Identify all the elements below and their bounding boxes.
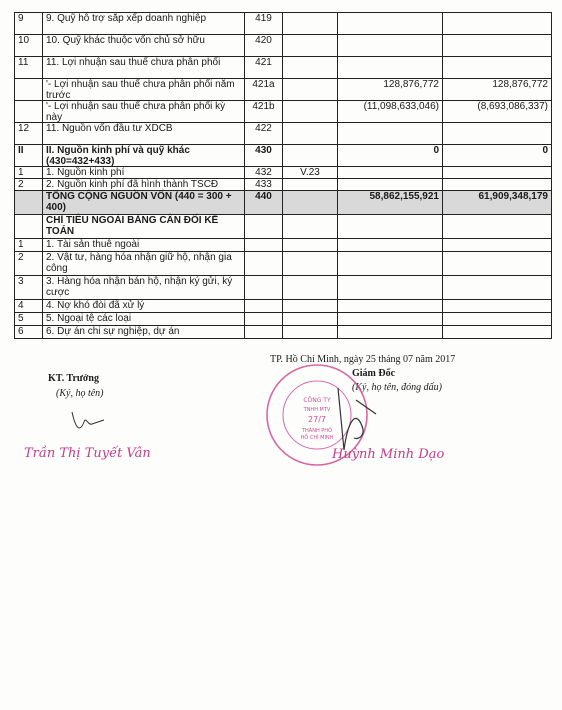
current-value-cell (338, 35, 443, 57)
row-number-cell: 9 (15, 13, 43, 35)
svg-text:CÔNG TY: CÔNG TY (303, 397, 331, 404)
current-value-cell (338, 300, 443, 313)
row-code-cell: 421 (245, 57, 283, 79)
svg-text:27/7: 27/7 (308, 415, 326, 424)
row-number-cell: 4 (15, 300, 43, 313)
row-number-cell (15, 101, 43, 123)
previous-value-cell (443, 252, 552, 276)
previous-value-cell (443, 276, 552, 300)
left-signature-scribble (70, 404, 110, 436)
row-note-cell (283, 326, 338, 339)
previous-value-cell (443, 35, 552, 57)
row-note-cell (283, 145, 338, 167)
row-label-cell: 2. Vật tư, hàng hóa nhận giữ hộ, nhận gia công (43, 252, 245, 276)
table-row (15, 57, 552, 79)
current-value-cell (338, 276, 443, 300)
row-number-cell: II (15, 145, 43, 167)
current-value-cell (338, 13, 443, 35)
place-date: TP. Hồ Chí Minh, ngày 25 tháng 07 năm 2017 (270, 354, 456, 365)
row-note-cell (283, 300, 338, 313)
previous-value-cell (443, 215, 552, 239)
row-label-cell: 11. Nguồn vốn đầu tư XDCB (43, 123, 245, 145)
previous-value-cell (443, 326, 552, 339)
row-label-cell: 11. Lợi nhuận sau thuế chưa phân phối (43, 57, 245, 79)
row-note-cell (283, 215, 338, 239)
row-note-cell (283, 179, 338, 191)
row-note-cell (283, 123, 338, 145)
row-label-cell: 4. Nợ khó đòi đã xử lý (43, 300, 245, 313)
table-row (15, 239, 552, 252)
director-subtitle: (Ký, họ tên, đóng dấu) (352, 382, 442, 393)
row-number-cell: 2 (15, 179, 43, 191)
row-label-cell: II. Nguồn kinh phí và quỹ khác (430=432+433) (43, 145, 245, 167)
previous-value-cell (443, 13, 552, 35)
row-note-cell (283, 13, 338, 35)
row-label-cell: '- Lợi nhuận sau thuế chưa phân phối năm trước (43, 79, 245, 101)
row-code-cell: 433 (245, 179, 283, 191)
table-row (15, 215, 552, 239)
row-note-cell (283, 101, 338, 123)
row-number-cell: 3 (15, 276, 43, 300)
row-code-cell: 422 (245, 123, 283, 145)
previous-value-cell: (8,693,086,337) (443, 101, 552, 123)
row-code-cell (245, 252, 283, 276)
row-label-cell: 6. Dự án chi sự nghiệp, dự án (43, 326, 245, 339)
table-row (15, 252, 552, 276)
row-code-cell (245, 313, 283, 326)
row-label-cell: TỔNG CỘNG NGUỒN VỐN (440 = 300 + 400) (43, 191, 245, 215)
row-code-cell: 420 (245, 35, 283, 57)
row-code-cell: 440 (245, 191, 283, 215)
chief-accountant-subtitle: (Ký, họ tên) (56, 388, 104, 399)
chief-accountant-name: Trần Thị Tuyết Vân (24, 446, 151, 461)
director-name: Huỳnh Minh Dạo (332, 447, 445, 462)
row-code-cell: 432 (245, 167, 283, 179)
row-note-cell: V.23 (283, 167, 338, 179)
row-note-cell (283, 276, 338, 300)
current-value-cell: (11,098,633,046) (338, 101, 443, 123)
current-value-cell (338, 57, 443, 79)
table-row (15, 35, 552, 57)
current-value-cell (338, 326, 443, 339)
director-title: Giám Đốc (352, 368, 396, 379)
current-value-cell (338, 313, 443, 326)
current-value-cell (338, 167, 443, 179)
row-number-cell: 1 (15, 239, 43, 252)
row-code-cell (245, 276, 283, 300)
balance-sheet-table (14, 12, 552, 339)
table-row (15, 313, 552, 326)
row-number-cell: 10 (15, 35, 43, 57)
row-code-cell: 421b (245, 101, 283, 123)
row-label-cell: CHỈ TIÊU NGOÀI BẢNG CÂN ĐỐI KẾ TOÁN (43, 215, 245, 239)
previous-value-cell (443, 313, 552, 326)
row-note-cell (283, 239, 338, 252)
current-value-cell (338, 123, 443, 145)
table-row (15, 79, 552, 101)
previous-value-cell (443, 167, 552, 179)
row-label-cell: 3. Hàng hóa nhận bán hộ, nhận ký gửi, ký cược (43, 276, 245, 300)
svg-text:THÀNH PHỐ: THÀNH PHỐ (301, 428, 333, 434)
row-code-cell (245, 326, 283, 339)
row-note-cell (283, 35, 338, 57)
row-number-cell (15, 191, 43, 215)
row-label-cell: 5. Ngoại tệ các loại (43, 313, 245, 326)
row-label-cell: 9. Quỹ hỗ trợ sắp xếp doanh nghiệp (43, 13, 245, 35)
previous-value-cell: 61,909,348,179 (443, 191, 552, 215)
table-row (15, 179, 552, 191)
current-value-cell (338, 215, 443, 239)
row-code-cell (245, 215, 283, 239)
previous-value-cell (443, 239, 552, 252)
row-note-cell (283, 313, 338, 326)
row-code-cell: 419 (245, 13, 283, 35)
previous-value-cell (443, 179, 552, 191)
row-code-cell: 421a (245, 79, 283, 101)
previous-value-cell: 0 (443, 145, 552, 167)
row-label-cell: '- Lợi nhuận sau thuế chưa phân phối kỳ này (43, 101, 245, 123)
previous-value-cell: 128,876,772 (443, 79, 552, 101)
row-number-cell (15, 79, 43, 101)
table-row (15, 101, 552, 123)
current-value-cell (338, 179, 443, 191)
row-number-cell: 5 (15, 313, 43, 326)
row-number-cell: 11 (15, 57, 43, 79)
previous-value-cell (443, 57, 552, 79)
row-number-cell: 1 (15, 167, 43, 179)
table-row (15, 300, 552, 313)
table-row (15, 326, 552, 339)
table-row (15, 167, 552, 179)
row-note-cell (283, 252, 338, 276)
current-value-cell (338, 252, 443, 276)
previous-value-cell (443, 123, 552, 145)
row-number-cell (15, 215, 43, 239)
current-value-cell: 58,862,155,921 (338, 191, 443, 215)
current-value-cell: 0 (338, 145, 443, 167)
svg-text:TNHH MTV: TNHH MTV (303, 407, 331, 413)
svg-text:HỒ CHÍ MINH: HỒ CHÍ MINH (300, 435, 334, 441)
row-label-cell: 2. Nguồn kinh phí đã hình thành TSCĐ (43, 179, 245, 191)
row-label-cell: 1. Tài sản thuê ngoài (43, 239, 245, 252)
row-number-cell: 2 (15, 252, 43, 276)
current-value-cell: 128,876,772 (338, 79, 443, 101)
table-row (15, 123, 552, 145)
table-row (15, 13, 552, 35)
previous-value-cell (443, 300, 552, 313)
chief-accountant-title: KT. Trưởng (48, 373, 99, 384)
row-code-cell (245, 239, 283, 252)
row-label-cell: 10. Quỹ khác thuộc vốn chủ sở hữu (43, 35, 245, 57)
table-row (15, 276, 552, 300)
current-value-cell (338, 239, 443, 252)
row-note-cell (283, 57, 338, 79)
row-note-cell (283, 191, 338, 215)
row-number-cell: 12 (15, 123, 43, 145)
table-row (15, 191, 552, 215)
row-label-cell: 1. Nguồn kinh phí (43, 167, 245, 179)
row-number-cell: 6 (15, 326, 43, 339)
row-code-cell (245, 300, 283, 313)
row-note-cell (283, 79, 338, 101)
table-row (15, 145, 552, 167)
row-code-cell: 430 (245, 145, 283, 167)
